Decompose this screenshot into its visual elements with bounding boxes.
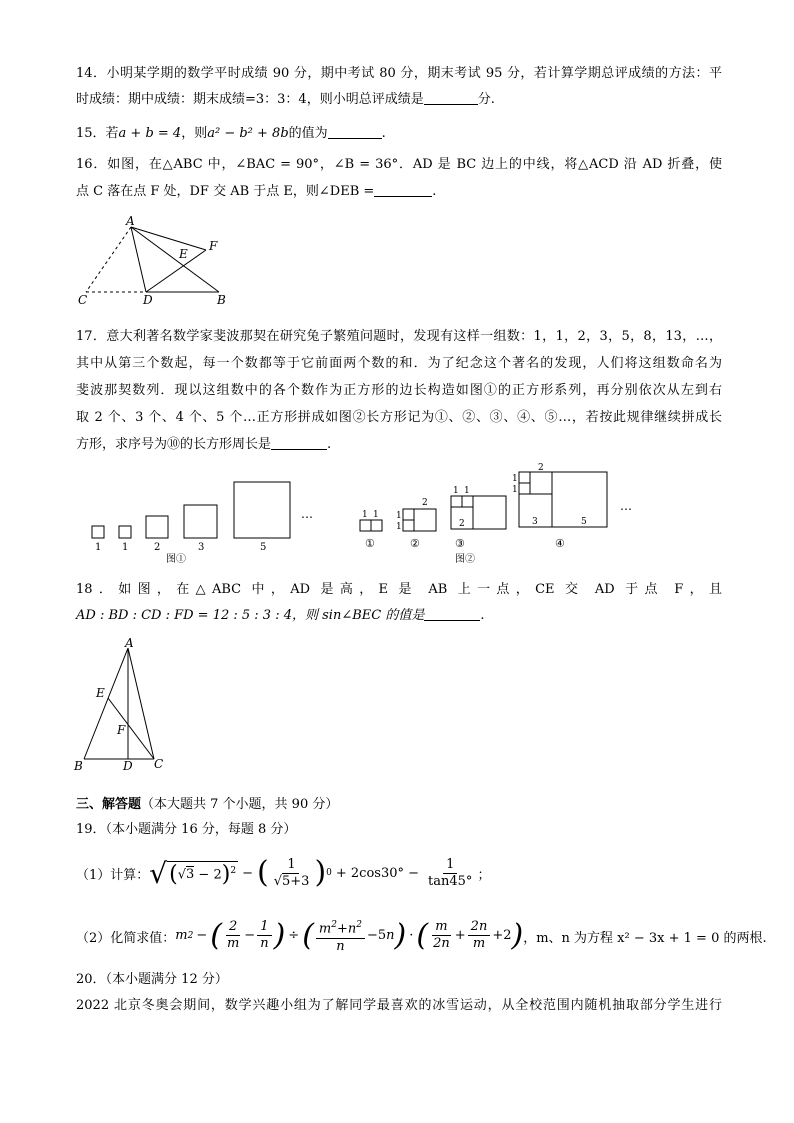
q18-label-c: C bbox=[154, 757, 164, 771]
fig2-r4-sq-5 bbox=[552, 472, 607, 527]
q17-line3: 斐波那契数列．现以这组数中的各个数作为正方形的边长构造如图①的正方形系列，再分别依次从左到右 bbox=[76, 383, 722, 398]
fig2-r4-label-a: 1 bbox=[512, 474, 518, 484]
q16-line2-text: 点 C 落在点 F 处，DF 交 AB 于点 E，则∠DEB = bbox=[76, 184, 375, 199]
q18-label-e: E bbox=[96, 686, 105, 700]
q18-line1: 18．如图，在△ABC 中，AD 是高，E 是 AB 上一点，CE 交 AD 于点 F，且 bbox=[76, 582, 722, 597]
q16-line2 bbox=[76, 182, 436, 202]
q16-label-e: E bbox=[179, 247, 188, 261]
q18-line2-text: AD : BD : CD : FD = 12 : 5 : 3 : 4，则 sin∠BEC 的值是 bbox=[76, 608, 425, 623]
q17-line4: 取 2 个、3 个、4 个、5 个…正方形拼成如图②长方形记为①、②、③、④、⑤…，若按此规律继续拼成长 bbox=[76, 410, 722, 425]
q18-line2-end: . bbox=[480, 608, 485, 623]
q17-line5-text: 方形，求序号为⑩的长方形周长是 bbox=[76, 437, 272, 452]
fig2-r4-label-2: 2 bbox=[538, 463, 544, 473]
fig2-r1-label-b: 1 bbox=[373, 510, 379, 520]
fig2-r4-sq-a bbox=[519, 472, 530, 483]
q15-prefix: 15．若 bbox=[76, 126, 119, 141]
q18-label-a: A bbox=[125, 636, 134, 650]
q17-line5 bbox=[76, 435, 331, 455]
fig1-label-3: 3 bbox=[198, 542, 205, 553]
fig2-caption: 图② bbox=[455, 554, 475, 565]
q20-line1: 2022 北京冬奥会期间，数学兴趣小组为了解同学最喜欢的冰雪运动，从全校范围内随机抽取部分学生进行 bbox=[76, 998, 722, 1013]
fig2-r3-sq-b bbox=[462, 496, 473, 507]
q19-part1-expression: √ $(√3 - 2)^2$ − ( $\frac{1}{√5+3}$ ) 0 + 2cos30° − $\frac{1}{\tan 45^\circ}$ bbox=[149, 855, 473, 890]
fig2-caption-1: ① bbox=[365, 537, 375, 550]
fig1-label-2: 2 bbox=[154, 542, 161, 553]
q19-header: 19．（本小题满分 16 分，每题 8 分） bbox=[76, 822, 297, 837]
q15-condition: a + b = 4 bbox=[118, 126, 182, 141]
q14-line2-suffix: 分. bbox=[477, 92, 495, 107]
fig2-r1-sq-a bbox=[360, 520, 371, 531]
fig2-r1-sq-b bbox=[371, 520, 382, 531]
fig1-square-5 bbox=[234, 482, 290, 538]
q20-header: 20．（本小题满分 12 分） bbox=[76, 972, 228, 987]
q15-suffix: 的值为 bbox=[288, 126, 328, 141]
fig1-label-5: 5 bbox=[260, 542, 267, 553]
fig2-caption-4: ④ bbox=[555, 537, 565, 550]
fig1-square-1a bbox=[92, 526, 104, 538]
fig2-r4-label-5: 5 bbox=[581, 517, 587, 527]
q16-label-b: B bbox=[217, 293, 226, 307]
fig1-label-1b: 1 bbox=[122, 542, 129, 553]
q18-label-d: D bbox=[123, 759, 133, 773]
q17-line1: 17．意大利著名数学家斐波那契在研究兔子繁殖问题时，发现有这样一组数：1，1，2，3，5，8，13，…， bbox=[76, 329, 722, 344]
fig1-label-1a: 1 bbox=[95, 542, 102, 553]
q16-label-d: D bbox=[143, 293, 153, 307]
q19-part2 bbox=[76, 908, 767, 964]
section3-heading bbox=[76, 795, 338, 815]
q19-part1 bbox=[76, 848, 490, 898]
fig2-r4-label-b: 1 bbox=[512, 485, 518, 495]
q19-part1-end: ； bbox=[477, 867, 491, 883]
fig2-r2-sq-a bbox=[403, 509, 414, 520]
q16-label-c: C bbox=[78, 293, 88, 307]
fig2-r2-sq-b bbox=[403, 520, 414, 531]
q16-line2-end: . bbox=[432, 184, 437, 199]
q16-answer-blank bbox=[374, 182, 432, 197]
fig2-r3-label-a: 1 bbox=[453, 486, 459, 496]
section3-title: 三、解答题 bbox=[76, 797, 142, 812]
fig2-ellipsis: … bbox=[620, 499, 632, 513]
q19-part2-expression: m 2 − ( $\frac{2}{m}$ − $\frac{1}{n}$ ) ÷ ( $\frac{m^2+n^2}{n}$ −5 n ) · ( $\frac{m}{2n}$ + $\frac{2n}{m}$ +2 ) bbox=[175, 917, 524, 954]
q17-figure2 bbox=[355, 462, 645, 566]
q16-label-a: A bbox=[126, 214, 135, 228]
q16-segment-af bbox=[131, 227, 206, 250]
fig1-caption: 图① bbox=[166, 554, 186, 565]
q16-segment-df bbox=[146, 250, 206, 292]
q18-figure bbox=[70, 636, 180, 776]
fig2-r4-sq-2 bbox=[530, 472, 552, 494]
fig2-r2-label-2: 2 bbox=[422, 498, 428, 508]
fig2-r3-label-b: 1 bbox=[464, 486, 470, 496]
q14-line2-text: 时成绩：期中成绩：期末成绩=3：3：4，则小明总评成绩是 bbox=[76, 92, 424, 107]
section3-note: （本大题共 7 个小题，共 90 分） bbox=[141, 797, 339, 812]
q18-answer-blank bbox=[424, 606, 480, 621]
q16-segment-ac bbox=[86, 227, 131, 292]
fig2-r3-label-2: 2 bbox=[459, 519, 465, 529]
fig1-ellipsis: … bbox=[301, 507, 313, 521]
q14-answer-blank bbox=[424, 90, 478, 105]
fig2-r2-label-a: 1 bbox=[396, 511, 402, 521]
q19-part1-label: （1）计算： bbox=[76, 867, 150, 883]
q15-mid: ，则 bbox=[181, 126, 208, 141]
q18-label-b: B bbox=[74, 759, 83, 773]
fig2-r4-sq-b bbox=[519, 483, 530, 494]
q15-expression: a² − b² + 8b bbox=[207, 126, 289, 141]
q17-line5-end: . bbox=[327, 437, 332, 452]
q17-figure1 bbox=[86, 478, 326, 566]
q18-segment-ab bbox=[84, 648, 128, 759]
q18-label-f: F bbox=[117, 723, 126, 737]
q15-end: . bbox=[381, 126, 386, 141]
q17-answer-blank bbox=[271, 435, 327, 450]
q15-answer-blank bbox=[328, 124, 382, 139]
q19-part2-tail: ，m、n 为方程 x² − 3x + 1 = 0 的两根. bbox=[523, 930, 767, 946]
q17-line2: 其中从第三个数起，每一个数都等于它前面两个数的和．为了纪念这个著名的发现，人们将这组数命名为 bbox=[76, 356, 722, 371]
q14-line2 bbox=[76, 90, 495, 110]
q16-label-f: F bbox=[209, 239, 218, 253]
fig2-r4-label-3: 3 bbox=[532, 517, 538, 527]
q16-figure bbox=[76, 212, 246, 307]
fig2-r3-sq-3 bbox=[473, 496, 506, 529]
fig2-r1-label-a: 1 bbox=[362, 510, 368, 520]
q15-line bbox=[76, 124, 386, 144]
q14-line1: 14．小明某学期的数学平时成绩 90 分，期中考试 80 分，期末考试 95 分，若计算学期总评成绩的方法：平 bbox=[76, 66, 722, 81]
fig2-r3-sq-a bbox=[451, 496, 462, 507]
fig1-square-1b bbox=[119, 526, 131, 538]
fig2-caption-3: ③ bbox=[455, 537, 465, 550]
fig2-r2-label-b: 1 bbox=[396, 522, 402, 532]
fig2-r2-sq-2 bbox=[414, 509, 436, 531]
fig2-caption-2: ② bbox=[410, 537, 420, 550]
q19-part2-label: （2）化简求值： bbox=[76, 930, 176, 946]
fig1-square-3 bbox=[184, 505, 217, 538]
fig1-square-2 bbox=[146, 516, 168, 538]
q16-line1: 16．如图，在△ABC 中，∠BAC = 90°，∠B = 36°．AD 是 BC 边上的中线，将△ACD 沿 AD 折叠，使 bbox=[76, 157, 722, 172]
q18-line2 bbox=[76, 606, 484, 626]
